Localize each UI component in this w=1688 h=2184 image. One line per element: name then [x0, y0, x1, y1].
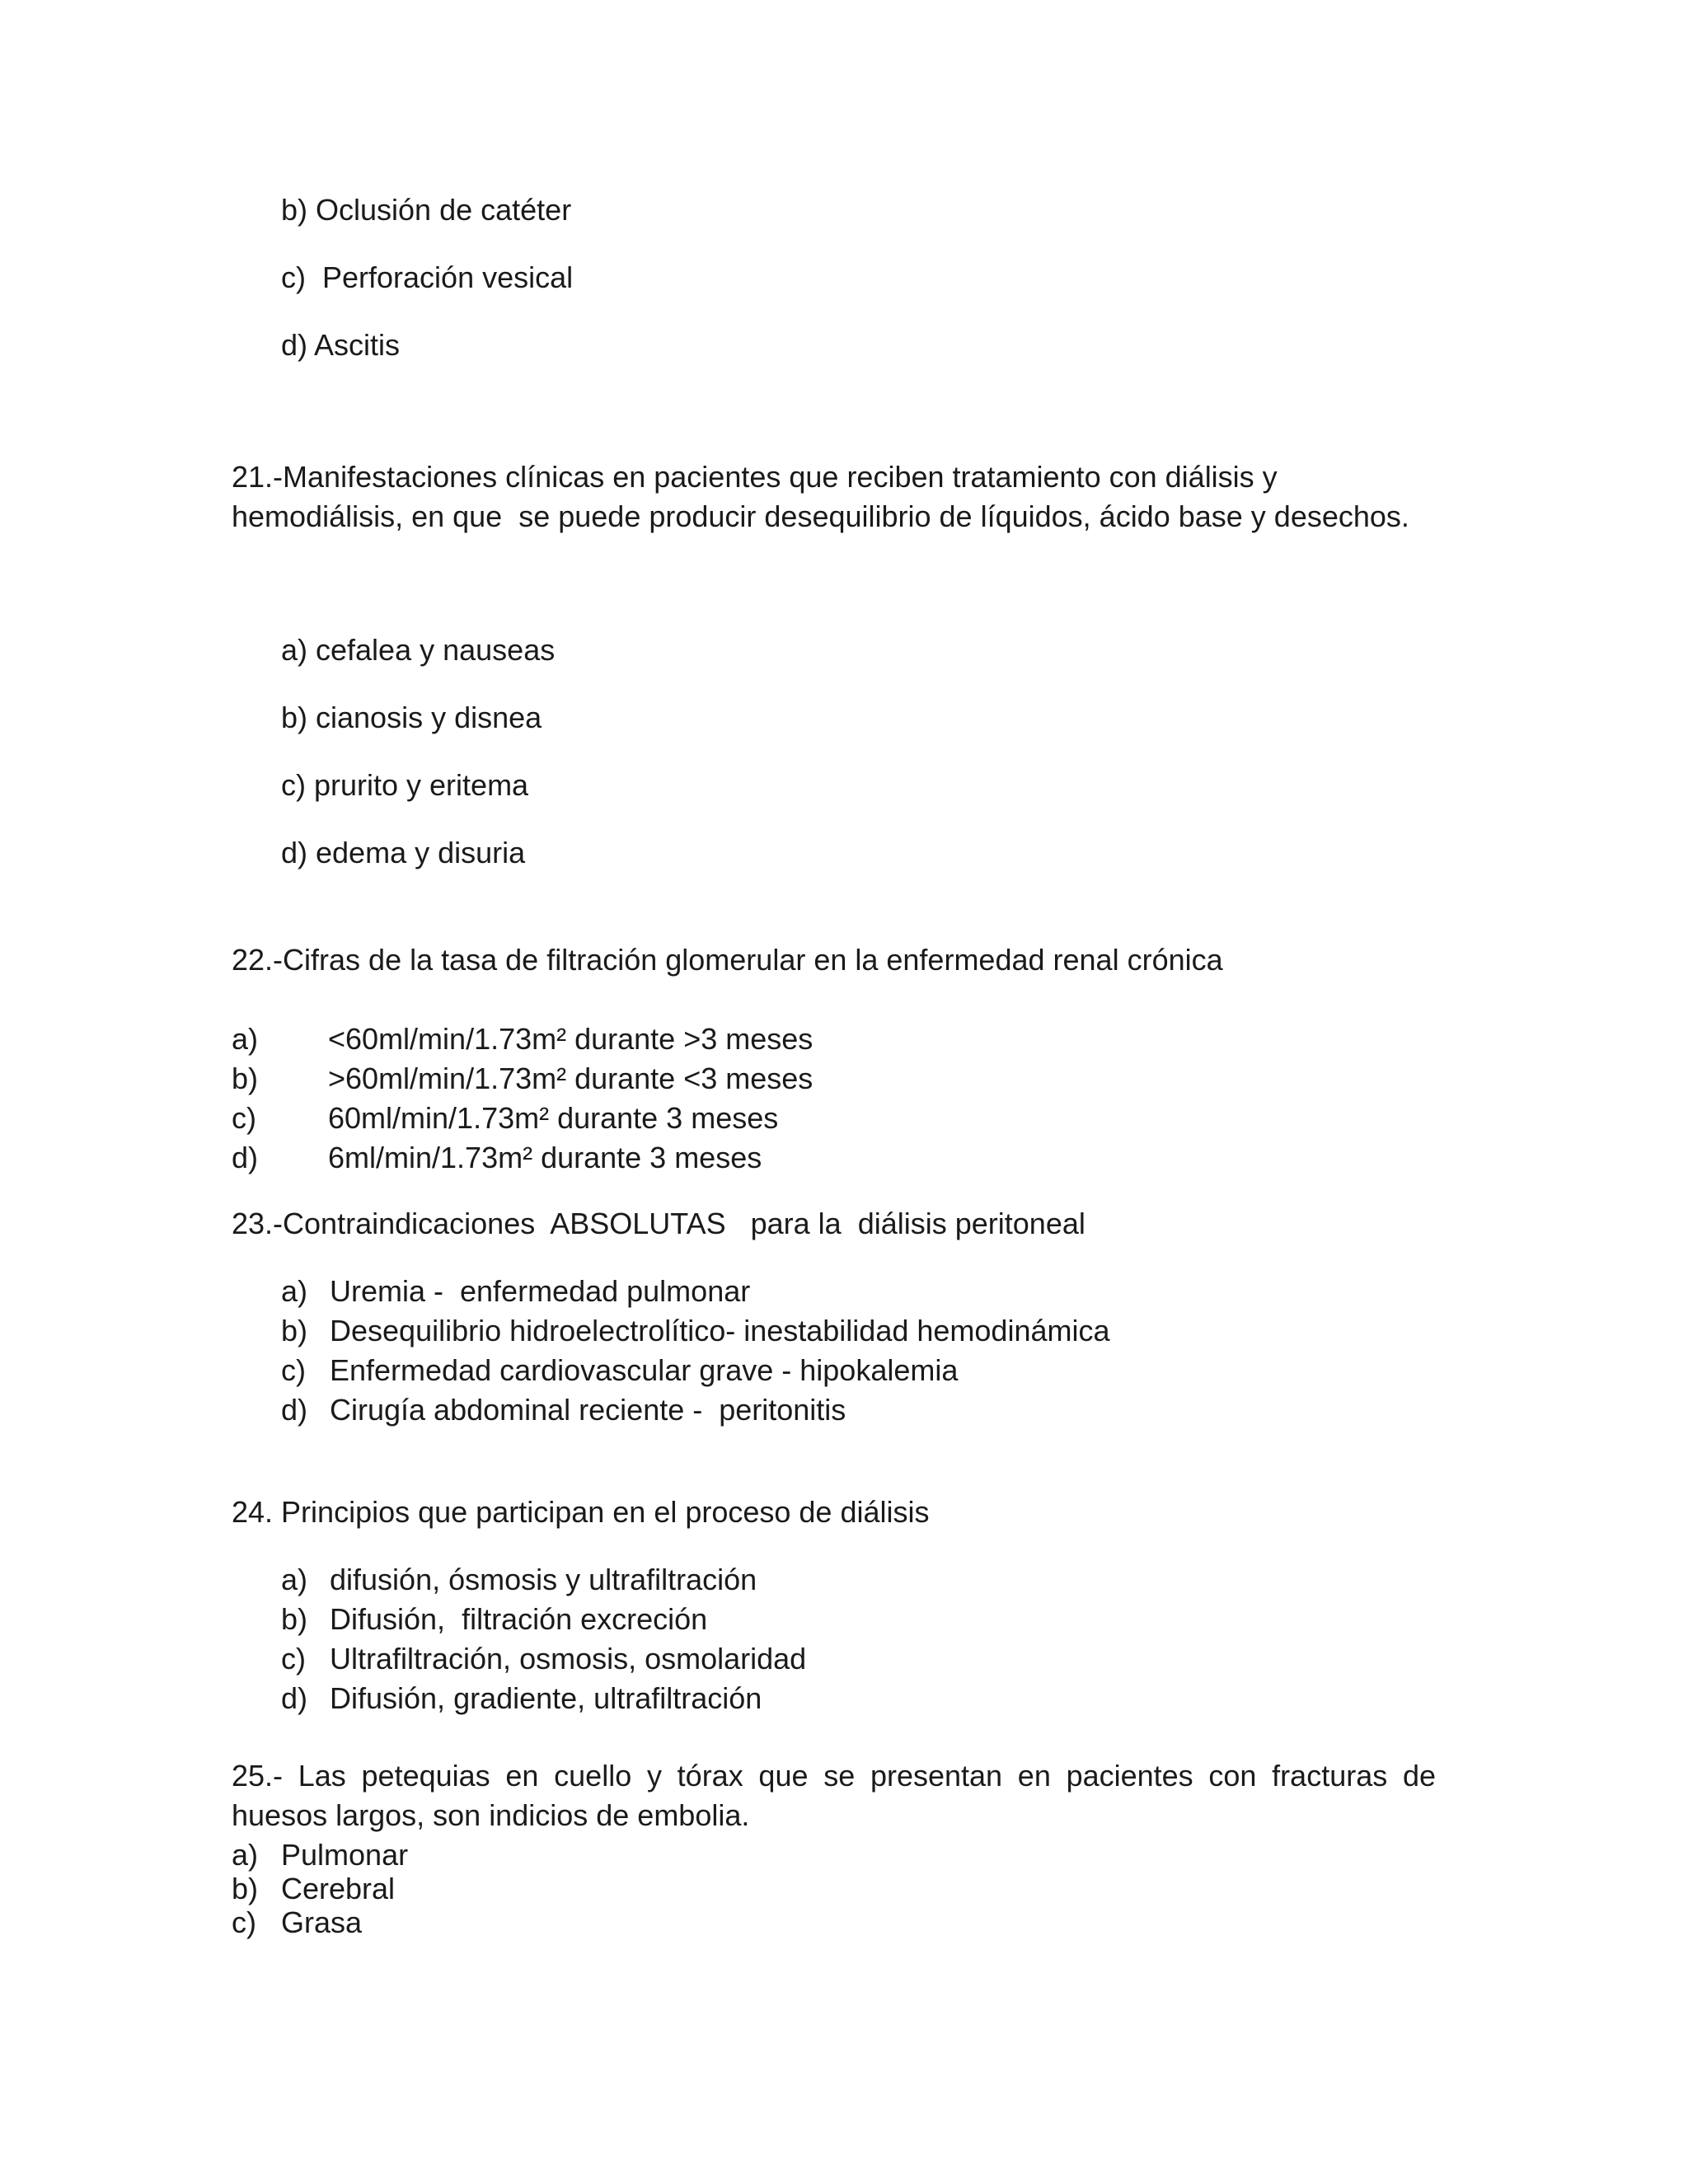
q20-option-c: c) Perforación vesical	[281, 260, 574, 294]
q25-option-c-marker: c)	[232, 1905, 256, 1939]
q23-option-b-text: Desequilibrio hidroelectrolítico- inestabilidad hemodinámica	[330, 1314, 1110, 1347]
q25-option-a-text: Pulmonar	[281, 1838, 409, 1872]
q23-option-d-marker: d)	[281, 1393, 308, 1427]
q21-option-c: c) prurito y eritema	[281, 768, 529, 802]
q25-question-line1: 25.- Las petequias en cuello y tórax que se presentan en pacientes con fracturas de	[232, 1759, 1436, 1793]
q23-option-c-text: Enfermedad cardiovascular grave - hipokalemia	[330, 1353, 959, 1387]
q22-option-d-marker: d)	[232, 1141, 259, 1174]
q22-option-a-text: <60ml/min/1.73m² durante >3 meses	[328, 1022, 814, 1056]
q22-option-b-text: >60ml/min/1.73m² durante <3 meses	[328, 1062, 814, 1095]
q21-question-line1: 21.-Manifestaciones clínicas en pacientes que reciben tratamiento con diálisis y	[232, 460, 1278, 494]
q24-option-d-text: Difusión, gradiente, ultrafiltración	[330, 1681, 762, 1715]
q21-option-a: a) cefalea y nauseas	[281, 633, 556, 667]
q24-option-c-text: Ultrafiltración, osmosis, osmolaridad	[330, 1642, 807, 1675]
q20-option-b: b) Oclusión de catéter	[281, 193, 572, 227]
q22-option-d-text: 6ml/min/1.73m² durante 3 meses	[328, 1141, 762, 1174]
q23-option-b-marker: b)	[281, 1314, 308, 1347]
q23-option-a-text: Uremia - enfermedad pulmonar	[330, 1274, 751, 1308]
q21-option-d: d) edema y disuria	[281, 836, 526, 869]
q25-option-c-text: Grasa	[281, 1905, 363, 1939]
q21-question-line2: hemodiálisis, en que se puede producir desequilibrio de líquidos, ácido base y desechos.	[232, 499, 1409, 533]
q22-option-c-text: 60ml/min/1.73m² durante 3 meses	[328, 1101, 779, 1135]
q24-question: 24. Principios que participan en el proceso de diálisis	[232, 1495, 930, 1529]
q22-option-c-marker: c)	[232, 1101, 256, 1135]
q24-option-d-marker: d)	[281, 1681, 308, 1715]
q24-option-a-text: difusión, ósmosis y ultrafiltración	[330, 1563, 757, 1596]
q22-option-a-marker: a)	[232, 1022, 259, 1056]
q23-option-a-marker: a)	[281, 1274, 308, 1308]
q21-option-b: b) cianosis y disnea	[281, 701, 542, 734]
q25-question-line2: huesos largos, son indicios de embolia.	[232, 1798, 750, 1832]
q24-option-b-marker: b)	[281, 1602, 308, 1636]
q24-option-c-marker: c)	[281, 1642, 306, 1675]
q23-question: 23.-Contraindicaciones ABSOLUTAS para la diálisis peritoneal	[232, 1207, 1085, 1240]
q23-option-c-marker: c)	[281, 1353, 306, 1387]
q22-question: 22.-Cifras de la tasa de filtración glomerular en la enfermedad renal crónica	[232, 943, 1223, 977]
q24-option-a-marker: a)	[281, 1563, 308, 1596]
q22-option-b-marker: b)	[232, 1062, 259, 1095]
q20-option-d: d) Ascitis	[281, 328, 401, 362]
q25-option-b-text: Cerebral	[281, 1872, 396, 1905]
q24-option-b-text: Difusión, filtración excreción	[330, 1602, 708, 1636]
q23-option-d-text: Cirugía abdominal reciente - peritonitis	[330, 1393, 846, 1427]
q25-option-a-marker: a)	[232, 1838, 259, 1872]
q25-option-b-marker: b)	[232, 1872, 259, 1905]
